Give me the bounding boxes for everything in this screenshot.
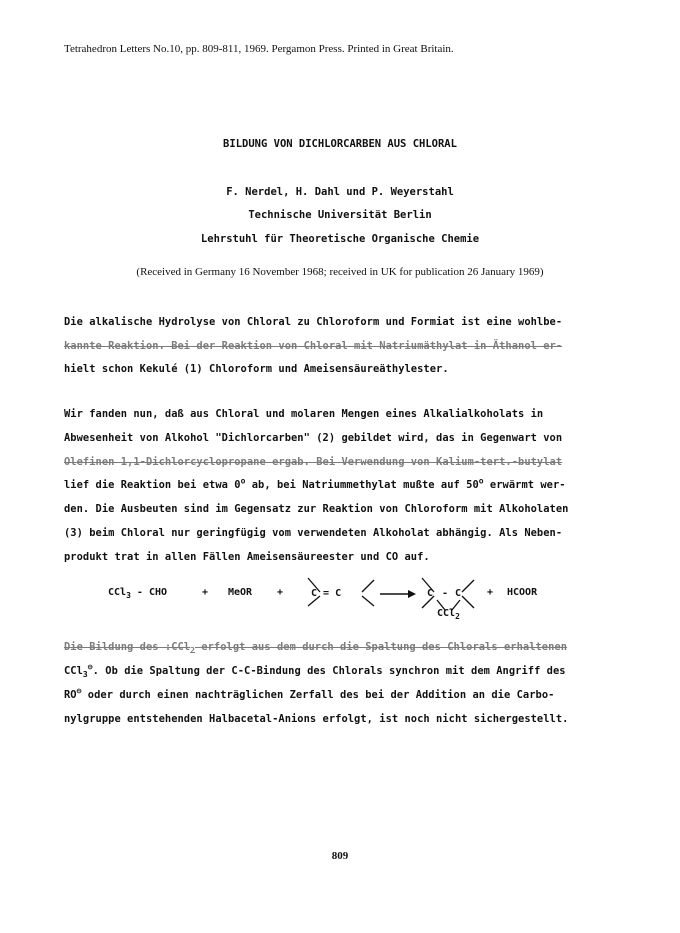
- journal-citation-header: Tetrahedron Letters No.10, pp. 809-811, 1969. Pergamon Press. Printed in Great Britain.: [64, 43, 454, 55]
- paragraph2-line: Olefinen 1,1-Dichlorcyclopropane ergab. Bei Verwendung von Kalium-tert.-butylat: [64, 456, 563, 468]
- product-carbon-left: C: [427, 588, 434, 599]
- product-carbon-right: C: [455, 588, 462, 599]
- paragraph1-line: hielt schon Kekulé (1) Chloroform und Ameisensäureäthylester.: [64, 363, 449, 375]
- reaction-scheme-graphic: [290, 570, 530, 632]
- paragraph2-line: den. Die Ausbeuten sind im Gegensatz zur Reaktion von Chloroform mit Alkoholaten: [64, 503, 569, 515]
- author-names: F. Nerdel, H. Dahl und P. Weyerstahl: [226, 186, 454, 198]
- reactant-alkoxide: MeOR: [228, 587, 253, 598]
- byproduct-formate-ester: HCOOR: [507, 587, 538, 598]
- author-institution: Technische Universität Berlin: [248, 209, 432, 221]
- plus-sign: +: [487, 587, 494, 598]
- paragraph2-line-temperatures: [64, 476, 566, 491]
- text-segment: lief die Reaktion bei etwa 0: [64, 479, 241, 491]
- author-department: Lehrstuhl für Theoretische Organische Chemie: [200, 233, 480, 245]
- text-segment: erwärmt wer-: [483, 479, 566, 491]
- reaction-arrowhead: [408, 590, 416, 598]
- degree-mark: o: [240, 476, 246, 486]
- page-number: 809: [331, 850, 349, 862]
- paragraph2-line: Abwesenheit von Alkohol "Dichlorcarben" (2) gebildet wird, das in Gegenwart von: [64, 432, 563, 444]
- plus-sign: +: [202, 587, 209, 598]
- alkene-bond-line: [362, 596, 374, 606]
- paragraph3-line: CCl$_3$⊖. Ob die Spaltung der C-C-Bindung des Chlorals synchron mit dem Angriff des: [64, 662, 566, 680]
- product-dash: -: [442, 588, 449, 599]
- paragraph2-line: Wir fanden nun, daß aus Chloral und molaren Mengen eines Alkalialkoholats in: [64, 408, 544, 420]
- received-dates: (Received in Germany 16 November 1968; received in UK for publication 26 January 1969): [136, 266, 544, 278]
- paragraph1-line: kannte Reaktion. Bei der Reaktion von Chloral mit Natriumäthylat in Äthanol er-: [64, 340, 563, 352]
- paragraph3-line: Die Bildung des :CCl$_2$ erfolgt aus dem durch die Spaltung des Chlorals erhaltenen: [64, 641, 568, 656]
- alkene-bond-line: [362, 580, 374, 592]
- reactant-chloral: CCl$_3$ - CHO: [108, 587, 168, 600]
- paragraph2-line: produkt trat in allen Fällen Ameisensäureester und CO auf.: [64, 551, 430, 563]
- product-dichlorocarbon: CCl$_2$: [437, 608, 460, 621]
- product-bond-line: [462, 580, 474, 592]
- paragraph3-line: nylgruppe entstehenden Halbacetal-Anions erfolgt, ist noch nicht sichergestellt.: [64, 713, 569, 725]
- product-bond-line: [462, 596, 474, 608]
- paragraph3-line: RO⊖ oder durch einen nachträglichen Zerfall des bei der Addition an die Carbo-: [64, 686, 555, 701]
- article-title: BILDUNG VON DICHLORCARBEN AUS CHLORAL: [223, 138, 457, 150]
- paragraph1-line: Die alkalische Hydrolyse von Chloral zu Chloroform und Formiat ist eine wohlbe-: [64, 316, 563, 328]
- paragraph2-line: (3) beim Chloral nur geringfügig vom verwendeten Alkoholat abhängig. Als Neben-: [64, 527, 563, 539]
- plus-sign: +: [277, 587, 284, 598]
- degree-mark: o: [478, 476, 484, 486]
- text-segment: ab, bei Natriummethylat mußte auf 50: [245, 479, 479, 491]
- alkene-label: C = C: [311, 588, 342, 599]
